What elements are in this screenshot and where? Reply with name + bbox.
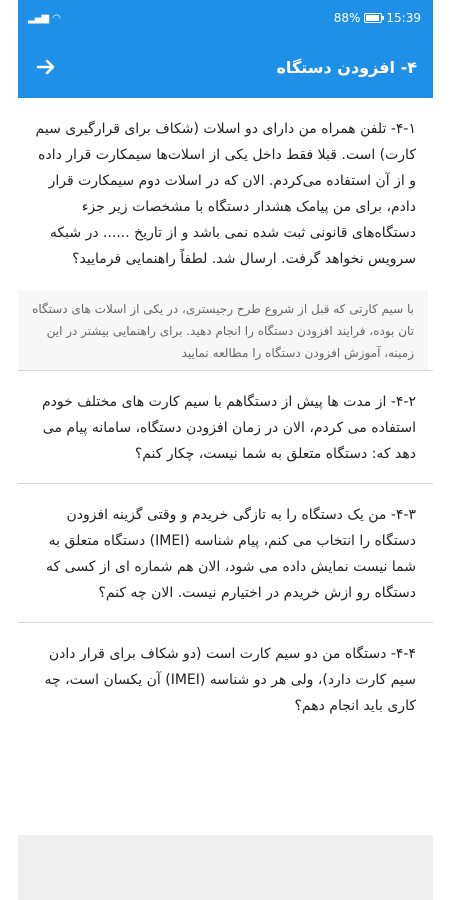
status-bar bbox=[18, 0, 433, 36]
page-title: ۴- افزودن دستگاه bbox=[276, 57, 417, 77]
faq-question[interactable]: ۴-۳- من یک دستگاه را به تازگی خریدم و وقتی گزینه افزودن دستگاه را انتخاب می کنم، پیام شناسه (IMEI) دستگاه متعلق به شما نیست نمایش داده می شود، الان هم شماره ای از کسی که دستگاه رو ازش خریدم در اختیارم نیست. الان چه کنم؟ bbox=[46, 507, 416, 601]
clock: 15:39 bbox=[386, 11, 421, 25]
battery-fill bbox=[366, 15, 378, 21]
faq-answer: با سیم کارتی که قبل از شروع طرح رجیستری، در یکی از اسلات های دستگاه تان بوده، فرایند افزودن دستگاه را انجام دهید. برای راهنمایی بیشتر در این زمینه، آموزش افزودن دستگاه را مطالعه نمایید bbox=[18, 290, 428, 370]
wifi-icon: ◠ bbox=[52, 12, 60, 24]
arrow-right-icon[interactable] bbox=[34, 55, 58, 79]
status-right bbox=[334, 11, 421, 25]
faq-question[interactable]: ۴-۴- دستگاه من دو سیم کارت است (دو شکاف برای قرار دادن سیم کارت دارد)، ولی هر دو شناسه (IMEI) آن یکسان است، چه کاری باید انجام دهم؟ bbox=[44, 646, 416, 714]
faq-item-1[interactable] bbox=[18, 98, 433, 371]
faq-question[interactable]: ۴-۱- تلفن همراه من دارای دو اسلات (شکاف برای قرارگیری سیم کارت) است. قبلا فقط داخل یکی از اسلات‌ها سیمکارت قرار داده و از آن استفاده می‌کردم. الان که در اسلات دوم سیمکارت قرار دادم، برای من پیامک هشدار دستگاه با مشخصات زیر جزء دستگاه‌های قانونی ثبت شده نمی باشد و از تاریخ ...... در شبکه سرویس نخواهد گرفت. ارسال شد. لطفاً راهنمایی فرمایید؟ bbox=[35, 121, 416, 267]
app-bar bbox=[18, 36, 433, 98]
faq-item-2[interactable] bbox=[18, 371, 433, 484]
battery-icon bbox=[364, 13, 382, 23]
faq-list bbox=[18, 98, 433, 900]
faq-question[interactable]: ۴-۲- از مدت ها پیش از دستگاهم با سیم کارت های مختلف خودم استفاده می کردم، الان در زمان افزودن دستگاه، سامانه پیام می دهد که: دستگاه متعلق به شما نیست، چکار کنم؟ bbox=[42, 394, 416, 462]
bottom-blank-area bbox=[18, 835, 433, 900]
status-left bbox=[28, 13, 60, 24]
battery-percent: 88% bbox=[333, 11, 361, 25]
faq-item-3[interactable] bbox=[18, 484, 433, 623]
signal-icon: ▂▄▆ bbox=[28, 12, 49, 24]
faq-item-4[interactable] bbox=[18, 623, 433, 735]
